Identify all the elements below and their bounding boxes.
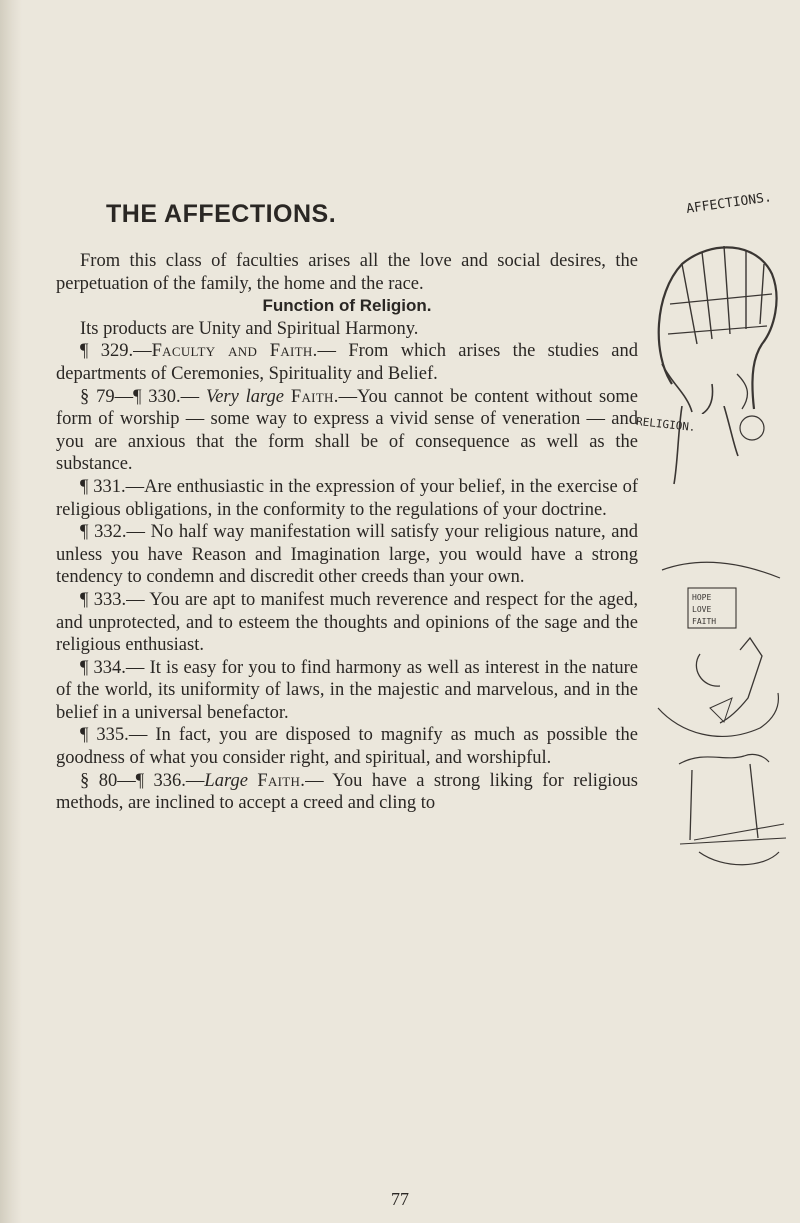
paragraph-329 — [56, 340, 638, 385]
degree-qualifier: Large — [204, 770, 248, 791]
para-mark: ¶ 334. — [80, 657, 126, 678]
degree-qualifier: Very large — [205, 386, 285, 407]
para-text: — No half way manifestation will satisfy your religious nature, and unless you have Reason and Imagination large, you would have a strong tendency to condemn and discredit other creeds than your own. — [56, 522, 638, 588]
paragraph-332 — [56, 521, 638, 589]
para-text: — In fact, you are disposed to magnify as much as possible the goodness of what you consider right, and spiritual, and worshipful. — [56, 725, 638, 769]
neck-sketch-figure — [664, 406, 774, 486]
para-text: — You are apt to manifest much reverence and respect for the aged, and unprotected, and to esteem the thoughts and opinions of the sage and the religious enthusiast. — [56, 589, 638, 656]
page-title: THE AFFECTIONS. — [106, 200, 337, 228]
paragraph-333 — [56, 589, 638, 657]
faith-label: FAITH — [692, 617, 717, 626]
para-mark: ¶ 332. — [80, 522, 127, 543]
handwritten-header: AFFECTIONS. — [685, 190, 773, 217]
products-paragraph: Its products are Unity and Spiritual Harmony. — [80, 318, 419, 339]
love-label: LOVE — [692, 605, 712, 614]
body-text — [56, 250, 638, 815]
section-ref: § 79—¶ 330.— — [80, 386, 200, 407]
hope-love-faith-sketch — [640, 558, 790, 743]
paragraph-336 — [56, 770, 638, 815]
para-mark: ¶ 329.— — [80, 341, 152, 362]
head-sketch-figure — [642, 234, 782, 414]
paragraph-331 — [56, 476, 638, 521]
faculty-heading: Faculty and Faith. — [151, 341, 318, 362]
para-mark: ¶ 333. — [80, 589, 127, 610]
paragraph-335 — [56, 724, 638, 769]
intro-paragraph: From this class of faculties arises all the love and social desires, the perpetuation of the family, the home and the race. — [56, 251, 638, 294]
section-ref: § 80—¶ 336.— — [80, 770, 205, 791]
hope-oval-sketch — [654, 752, 794, 872]
faculty-heading: Faith. — [257, 770, 306, 791]
hope-label: HOPE — [692, 593, 712, 602]
para-text: —Are enthusiastic in the expression of your belief, in the exercise of religious obligations, in the conformity to the regulations of your doctrine. — [56, 476, 638, 520]
book-spine-edge — [0, 0, 22, 1223]
para-text: — From which arises the studies and departments of Ceremonies, Spirituality and Belief. — [56, 341, 638, 384]
section-subheading: Function of Religion. — [262, 296, 432, 316]
page-number: 77 — [391, 1189, 409, 1209]
handwritten-religion-note: RELIGION. — [635, 414, 697, 435]
paragraph-334 — [56, 657, 638, 725]
faculty-heading: Faith. — [290, 386, 339, 407]
paragraph-330 — [56, 386, 638, 476]
para-text: — You have a strong liking for religious methods, are inclined to accept a creed and cling to — [56, 770, 639, 814]
para-mark: ¶ 335. — [80, 725, 129, 746]
para-mark: ¶ 331. — [80, 476, 126, 497]
para-text: —You cannot be content without some form of worship — some way to express a vivid sense of veneration — and you are anxious that the form shall be of consequence as well as the substance. — [56, 386, 639, 475]
para-text: — It is easy for you to find harmony as well as interest in the nature of the world, its uniformity of laws, in the majestic and marvelous, and in the belief in a universal benefactor. — [56, 657, 638, 723]
